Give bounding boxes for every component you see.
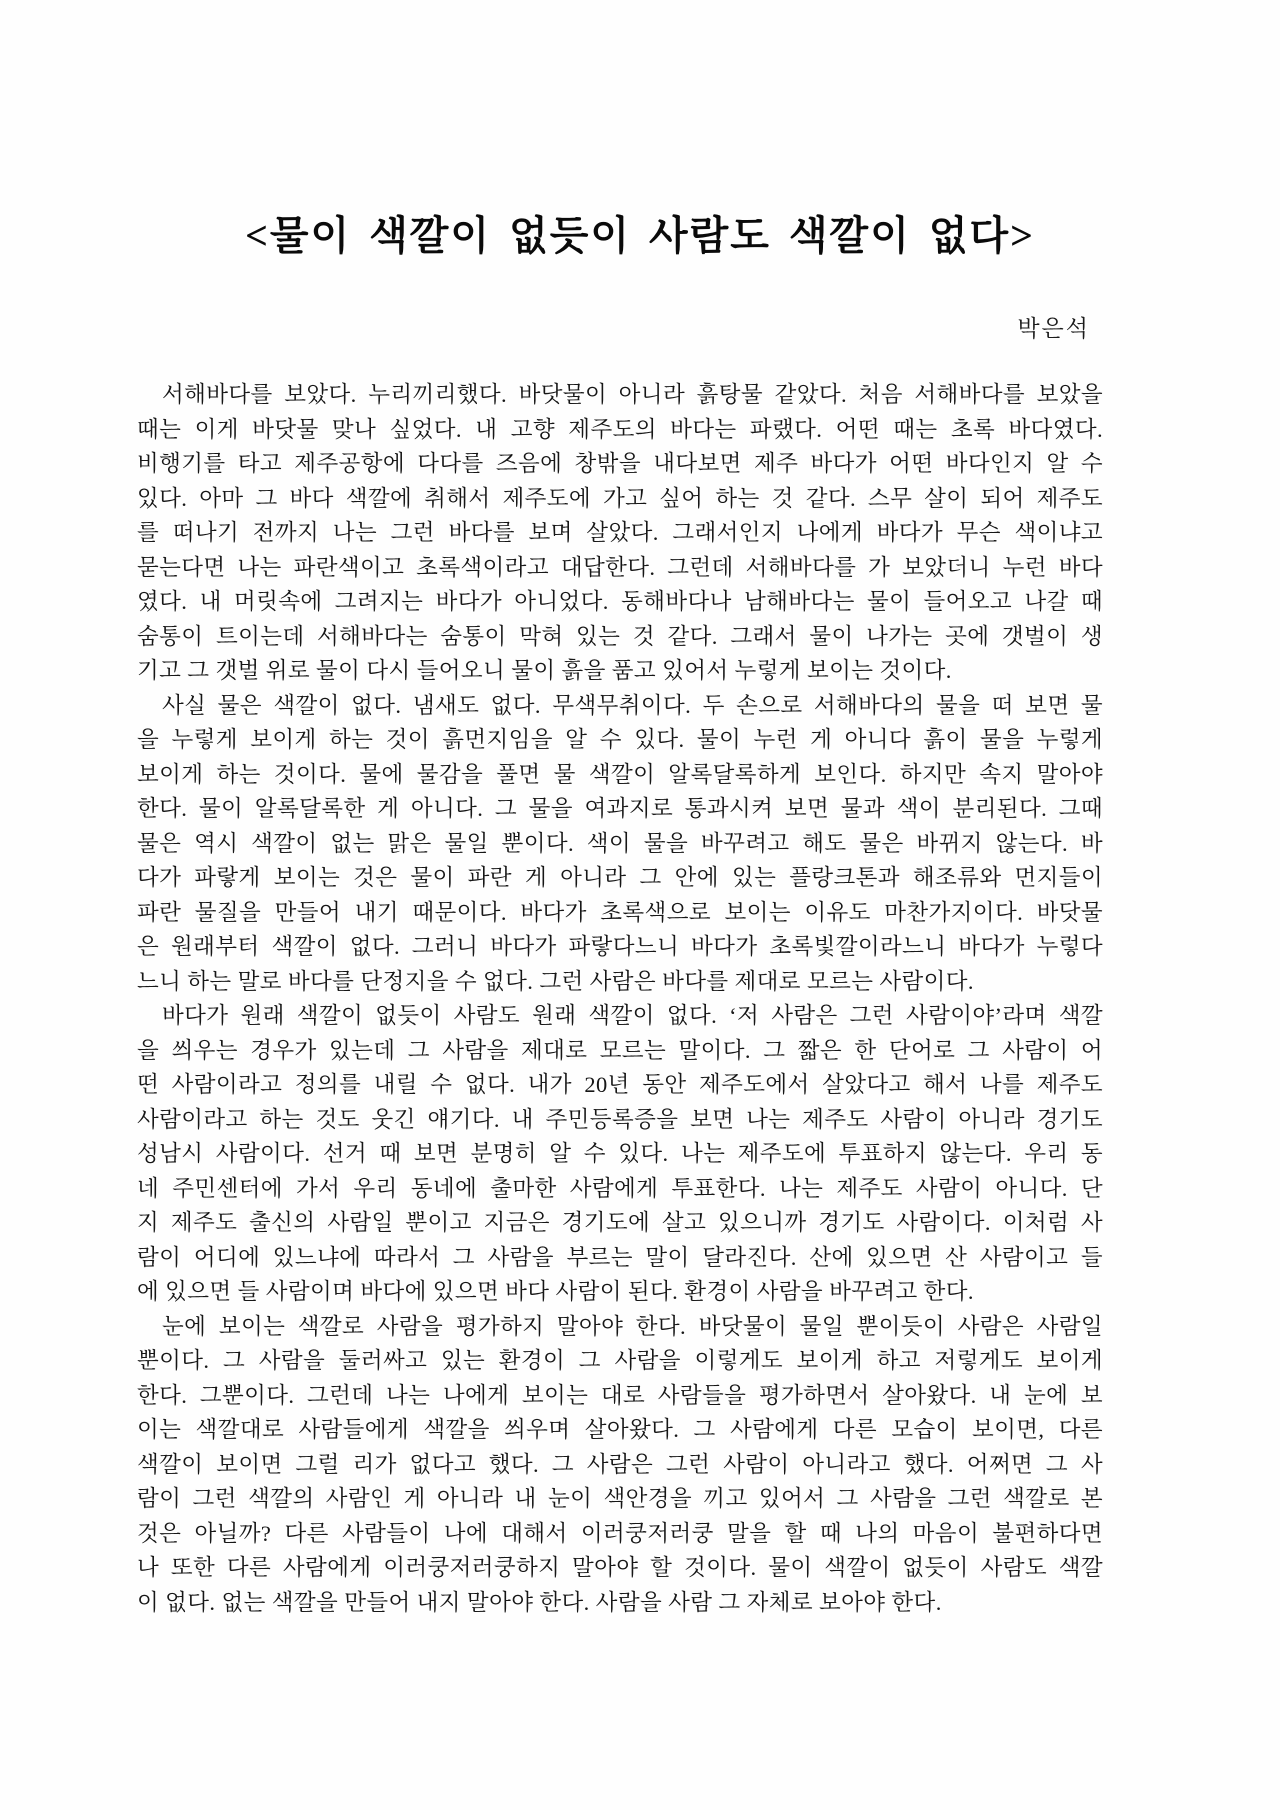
essay-title: <물이 색깔이 없듯이 사람도 색깔이 없다> xyxy=(245,213,1035,258)
text-line: 색깔이 보이면 그럴 리가 없다고 했다. 그 사람은 그런 사람이 아니라고 했다. 어쩌면 그 사 xyxy=(137,1451,1103,1477)
text-line: 숨통이 트이는데 서해바다는 숨통이 막혀 있는 것 같다. 그래서 물이 나가는 곳에 갯벌이 생 xyxy=(137,623,1103,649)
text-line: 뿐이다. 그 사람을 둘러싸고 있는 환경이 그 사람을 이렇게도 보이게 하고 저렇게도 보이게 xyxy=(137,1348,1103,1373)
text-line: 다가 파랗게 보이는 것은 물이 파란 게 아니라 그 안에 있는 플랑크톤과 해조류와 먼지들이 xyxy=(137,865,1103,890)
text-line: 바다가 원래 색깔이 없듯이 사람도 원래 색깔이 없다. ‘저 사람은 그런 사람이야’라며 색깔 xyxy=(162,1003,1103,1028)
text-line: 한다. 물이 알록달록한 게 아니다. 그 물을 여과지로 통과시켜 보면 물과 색이 분리된다. 그때 xyxy=(137,796,1103,821)
text-line: 람이 어디에 있느냐에 따라서 그 사람을 부르는 말이 달라진다. 산에 있으면 산 사람이고 들 xyxy=(137,1244,1103,1270)
text-line: 서해바다를 보았다. 누리끼리했다. 바닷물이 아니라 흙탕물 같았다. 처음 서해바다를 보았을 xyxy=(162,382,1103,407)
text-line: 를 떠나기 전까지 나는 그런 바다를 보며 살았다. 그래서인지 나에게 바다가 무슨 색이냐고 xyxy=(137,520,1103,545)
text-line: 물은 역시 색깔이 없는 맑은 물일 뿐이다. 색이 물을 바꾸려고 해도 물은 바뀌지 않는다. 바 xyxy=(137,830,1103,856)
text-line: 성남시 사람이다. 선거 때 보면 분명히 알 수 있다. 나는 제주도에 투표하지 않는다. 우리 동 xyxy=(137,1141,1103,1166)
text-line: 나 또한 다른 사람에게 이러쿵저러쿵하지 말아야 할 것이다. 물이 색깔이 없듯이 사람도 색깔 xyxy=(137,1555,1103,1580)
text-line: 비행기를 타고 제주공항에 다다를 즈음에 창밖을 내다보면 제주 바다가 어떤 바다인지 알 수 xyxy=(137,451,1103,476)
author-name: 박은석 xyxy=(1017,316,1090,341)
text-line: 보이게 하는 것이다. 물에 물감을 풀면 물 색깔이 알록달록하게 보인다. 하지만 속지 말아야 xyxy=(137,761,1103,787)
text-line: 때는 이게 바닷물 맞나 싶었다. 내 고향 제주도의 바다는 파랬다. 어떤 때는 초록 바다였다. xyxy=(137,416,1103,442)
text-line: 네 주민센터에 가서 우리 동네에 출마한 사람에게 투표한다. 나는 제주도 사람이 아니다. 단 xyxy=(137,1175,1103,1201)
essay-body xyxy=(137,378,1103,1620)
text-line: 느니 하는 말로 바다를 단정지을 수 없다. 그런 사람은 바다를 제대로 모르는 사람이다. xyxy=(137,968,974,994)
text-line: 이 없다. 없는 색깔을 만들어 내지 말아야 한다. 사람을 사람 그 자체로 보아야 한다. xyxy=(137,1589,942,1615)
text-line: 떤 사람이라고 정의를 내릴 수 없다. 내가 20년 동안 제주도에서 살았다고 해서 나를 제주도 xyxy=(137,1072,1103,1097)
text-line: 지 제주도 출신의 사람일 뿐이고 지금은 경기도에 살고 있으니까 경기도 사람이다. 이처럼 사 xyxy=(137,1210,1103,1235)
text-line: 한다. 그뿐이다. 그런데 나는 나에게 보이는 대로 사람들을 평가하면서 살아왔다. 내 눈에 보 xyxy=(137,1382,1103,1408)
text-line: 사실 물은 색깔이 없다. 냄새도 없다. 무색무취이다. 두 손으로 서해바다의 물을 떠 보면 물 xyxy=(162,692,1103,718)
text-line: 였다. 내 머릿속에 그려지는 바다가 아니었다. 동해바다나 남해바다는 물이 들어오고 나갈 때 xyxy=(137,589,1103,614)
text-line: 이는 색깔대로 사람들에게 색깔을 씌우며 살아왔다. 그 사람에게 다른 모습이 보이면, 다른 xyxy=(137,1417,1103,1442)
text-line: 것은 아닐까? 다른 사람들이 나에 대해서 이러쿵저러쿵 말을 할 때 나의 마음이 불편하다면 xyxy=(137,1520,1103,1546)
text-line: 기고 그 갯벌 위로 물이 다시 들어오니 물이 흙을 품고 있어서 누렇게 보이는 것이다. xyxy=(137,658,952,683)
text-line: 은 원래부터 색깔이 없다. 그러니 바다가 파랗다느니 바다가 초록빛깔이라느니 바다가 누렇다 xyxy=(137,934,1103,959)
text-line: 묻는다면 나는 파란색이고 초록색이라고 대답한다. 그런데 서해바다를 가 보았더니 누런 바다 xyxy=(137,554,1103,580)
text-line: 을 씌우는 경우가 있는데 그 사람을 제대로 모르는 말이다. 그 짧은 한 단어로 그 사람이 어 xyxy=(137,1037,1103,1063)
text-line: 눈에 보이는 색깔로 사람을 평가하지 말아야 한다. 바닷물이 물일 뿐이듯이 사람은 사람일 xyxy=(162,1313,1103,1339)
text-line: 을 누렇게 보이게 하는 것이 흙먼지임을 알 수 있다. 물이 누런 게 아니다 흙이 물을 누렇게 xyxy=(137,727,1103,752)
text-line: 사람이라고 하는 것도 웃긴 얘기다. 내 주민등록증을 보면 나는 제주도 사람이 아니라 경기도 xyxy=(137,1106,1103,1132)
text-line: 에 있으면 들 사람이며 바다에 있으면 바다 사람이 된다. 환경이 사람을 바꾸려고 한다. xyxy=(137,1279,974,1304)
text-line: 파란 물질을 만들어 내기 때문이다. 바다가 초록색으로 보이는 이유도 마찬가지이다. 바닷물 xyxy=(137,899,1103,925)
text-line: 람이 그런 색깔의 사람인 게 아니라 내 눈이 색안경을 끼고 있어서 그 사람을 그런 색깔로 본 xyxy=(137,1486,1103,1511)
text-line: 있다. 아마 그 바다 색깔에 취해서 제주도에 가고 싶어 하는 것 같다. 스무 살이 되어 제주도 xyxy=(137,485,1103,511)
